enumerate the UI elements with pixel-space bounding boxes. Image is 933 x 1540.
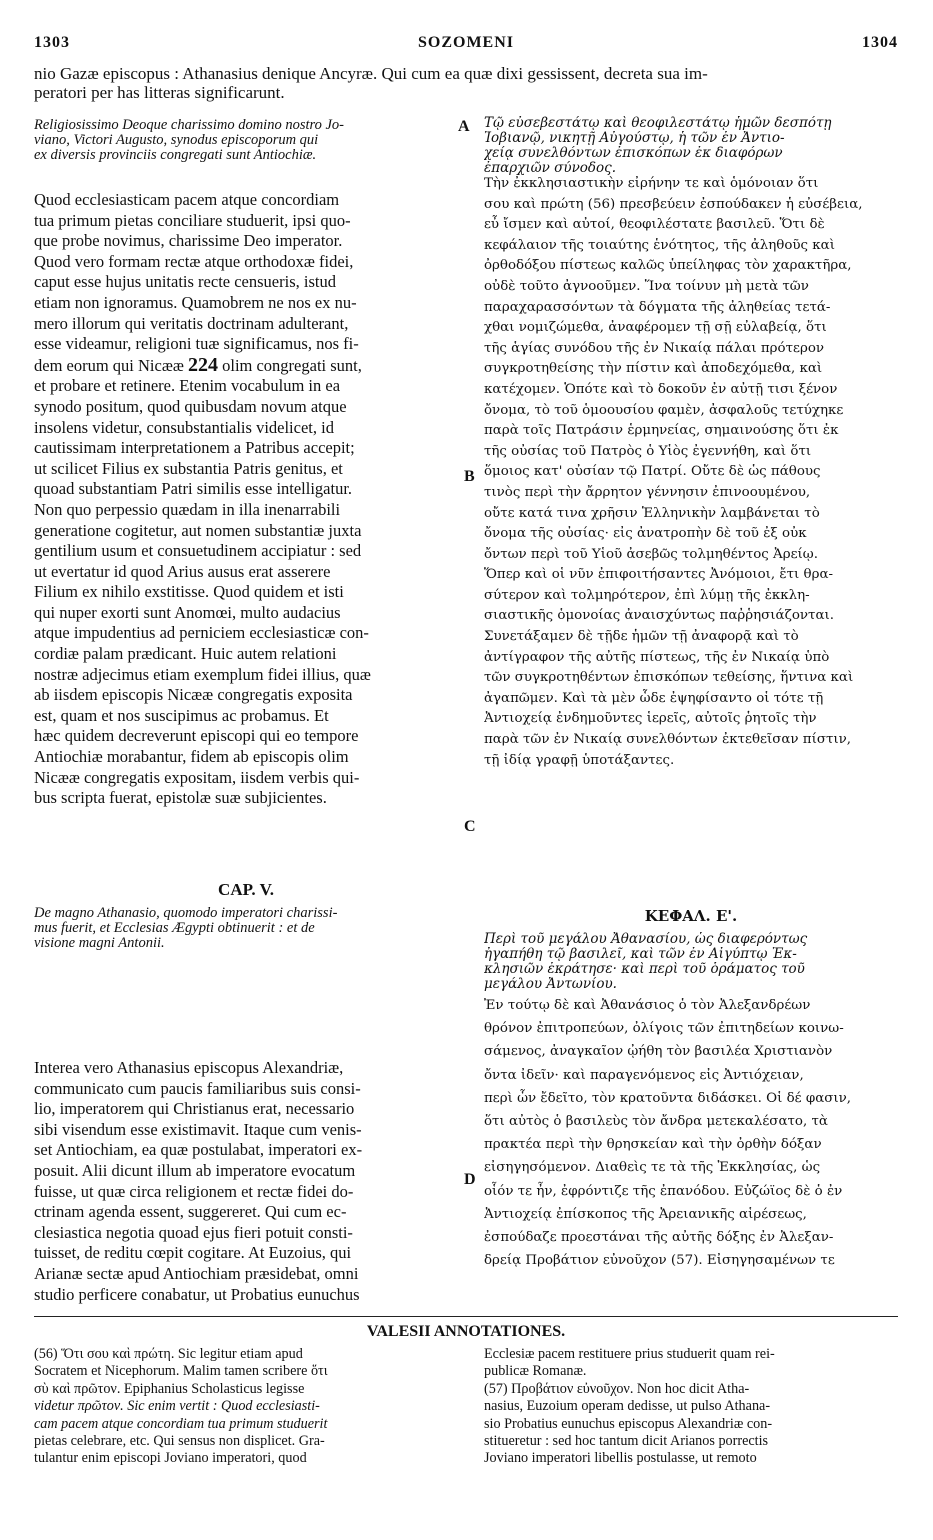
text-line: qui nuper exorti sunt Anomœi, multo audacius <box>34 602 341 622</box>
text-line: nasius, Euzoium operam dedisse, ut pulso Athana- <box>484 1398 771 1415</box>
right-page-number: 1304 <box>862 34 898 51</box>
text-line: Socratem et Nicephorum. Malim tamen scribere ὅτι <box>34 1363 328 1380</box>
text-line: ἀγαπῶμεν. Καὶ τὰ μὲν ὧδε ἐψηφίσαντο οἱ τότε τῇ <box>484 690 824 706</box>
text-line: ὄντα ἰδεῖν· καὶ παραγενόμενος εἰς Ἀντιόχειαν, <box>484 1067 804 1083</box>
text-line: nostræ adjecimus etiam exemplum fidei illius, quæ <box>34 664 371 684</box>
text-line: σὺ καὶ πρῶτον. Epiphanius Scholasticus legisse <box>34 1380 305 1397</box>
text-line: studio perficere conabatur, ut Probatius eunuchus <box>34 1284 360 1304</box>
text-line: τινὸς περὶ τὴν ἄρρητον γέννησιν ἐπινοουμένου, <box>484 484 811 500</box>
text-line: συγκροτηθείσης τὴν πίστιν καὶ ἀποδεχόμεθα, καὶ <box>484 361 823 377</box>
text-line: (56) Ὅτι σου καὶ πρώτη. Sic legitur etiam apud <box>34 1346 303 1362</box>
text-line: Ὅπερ καὶ οἱ νῦν ἐπιφοιτήσαντες Ἀνόμοιοι, ἔτι θρα- <box>484 567 834 583</box>
text-line: εὖ ἴσμεν καὶ αὐτοί, θεοφιλέστατε βασιλεῦ. Ὅτι δὲ <box>484 217 825 233</box>
text-line: publicæ Romanæ. <box>484 1363 587 1380</box>
text-line: παραχαρασσόντων τὰ δόγματα τῆς ἀληθείας τετά- <box>484 299 831 315</box>
page-header <box>34 34 898 56</box>
text-line: πρακτέα περὶ τὴν θρησκείαν καὶ τὴν ὀρθὴν δόξαν <box>484 1137 822 1153</box>
text-line: χθαι νομιζώμεθα, ἀναφέρομεν τῇ σῇ εὐλαβείᾳ, ὅτι <box>484 320 827 336</box>
annotation-left <box>34 1346 458 1468</box>
text-line: visione magni Antonii. <box>34 936 165 951</box>
text-line: Ecclesiæ pacem restituere prius studuerit quam rei- <box>484 1346 775 1362</box>
text-line: cam pacem atque concordiam tua primum studuerit <box>34 1415 328 1432</box>
text-line: κεφάλαιον τῆς τοιαύτης ἑνότητος, τῆς ἀληθοῦς καὶ <box>484 237 835 253</box>
text-line: δρείᾳ Προβάτιον εὐνοῦχον (57). Εἰσηγησαμένων τε <box>484 1253 835 1269</box>
text-line: Ἐν τούτῳ δὲ καὶ Ἀθανάσιος ὁ τὸν Ἀλεξανδρέων <box>484 998 811 1013</box>
text-line: εἰσηγησόμενον. Διαθεὶς τε τὰ τῆς Ἐκκλησίας, ὡς <box>484 1160 821 1176</box>
latin-chapter-title <box>34 906 458 951</box>
text-line: set Antiochiam, ea quæ postulabat, imperatori ex- <box>34 1140 363 1160</box>
greek-epistle-title <box>484 116 898 176</box>
text-line: Quod ecclesiasticam pacem atque concordiam <box>34 190 340 209</box>
text-line: fuisse, ut quæ circa religionem et rectæ fidei do- <box>34 1181 354 1201</box>
column-marker-number: 224 <box>187 354 218 376</box>
margin-letter-a: A <box>458 118 470 135</box>
latin-epistle-title <box>34 118 458 163</box>
text-line: videtur πρῶτον. Sic enim vertit : Quod ecclesiasti- <box>34 1398 320 1415</box>
text-line: bus scripta fuerat, epistolæ suæ subjicientes. <box>34 788 327 808</box>
text-fragment: dem eorum qui Nicææ <box>34 355 184 375</box>
text-line: ἀντίγραφον τῆς αὐτῆς πίστεως, τῆς ἐν Νικαίᾳ ὑπὸ <box>484 649 830 665</box>
text-line: esse videamur, religioni tuæ significamus, nos fi- <box>34 334 359 354</box>
text-line: μεγάλου Ἀντωνίου. <box>484 977 617 992</box>
margin-letter-c: C <box>464 818 476 835</box>
text-line: sio Probatius eunuchus episcopus Alexandriæ con- <box>484 1415 773 1432</box>
greek-chapter-heading: ΚΕΦΑΛ. Ε'. <box>644 907 738 925</box>
text-line: ab iisdem episcopis Nicææ congregatis exposita <box>34 685 353 705</box>
text-line: generatione cogitetur, aut nomen substantiæ juxta <box>34 520 362 540</box>
intro-line: peratori per has litteras significarunt. <box>34 83 285 102</box>
text-line: insolens videtur, consubstantialis videlicet, id <box>34 417 334 437</box>
text-line: tua primum pietas conciliare studuerit, ipsi quo- <box>34 210 351 230</box>
text-line: χείᾳ συνελθόντων ἐπισκόπων ἐκ διαφόρων <box>484 146 783 161</box>
text-line: ἠγαπήθη τῷ βασιλεῖ, καὶ τῶν ἐν Αἰγύπτῳ Ἐκ- <box>484 947 797 962</box>
text-line: σάμενος, ἀναγκαῖον ᾠήθη τὸν βασιλέα Χριστιανὸν <box>484 1044 833 1060</box>
text-line: Joviano imperatori libellis postulasse, ut remoto <box>484 1450 757 1467</box>
text-line: (57) Προβάτιον εὐνοῦχον. Non hoc dicit Atha- <box>484 1380 750 1397</box>
text-line: τῇ ἰδίᾳ γραφῇ ὑποτάξαντες. <box>484 752 675 768</box>
text-line: Ἀντιοχείᾳ ἐπίσκοπος τῆς Ἀρειανικῆς αἱρέσεως, <box>484 1206 807 1222</box>
text-line: sibi visendum esse existimavit. Itaque cum venis- <box>34 1119 362 1139</box>
annotations-heading: VALESII ANNOTATIONES. <box>366 1323 566 1340</box>
text-line: Τὴν ἐκκλησιαστικὴν εἰρήνην τε καὶ ὁμόνοιαν ὅτι <box>484 176 819 191</box>
text-line: quoad substantiam Patri similis esse intelligatur. <box>34 479 353 499</box>
text-line: communicato cum paucis familiaribus suis consi- <box>34 1078 361 1098</box>
left-page-number: 1303 <box>34 34 70 51</box>
text-line: Ἰοβιανῷ, νικητῇ Αὐγούστῳ, ἡ τῶν ἐν Ἀντιο- <box>484 131 785 146</box>
text-line: παρὰ τῶν ἐν Νικαίᾳ συνελθόντων ἐκτεθεῖσαν πίστιν, <box>484 732 852 748</box>
text-line: Non quo perpessio quædam in illa inenarrabili <box>34 499 341 519</box>
text-line-224 <box>34 355 458 377</box>
text-line: Interea vero Athanasius episcopus Alexandriæ, <box>34 1058 344 1077</box>
text-line: ὅτι αὐτὸς ὁ βασιλεὺς τὸν ἄνδρα μετεκαλέσατο, τὰ <box>484 1114 828 1130</box>
text-line: viano, Victori Augusto, synodus episcoporum qui <box>34 133 319 148</box>
text-line: ut scilicet Filius ex substantia Patris genitus, et <box>34 458 343 478</box>
text-line: clesiastica negotia quoad ejus fieri potuit consti- <box>34 1222 353 1242</box>
intro-line: nio Gazæ episcopus : Athanasius denique Ancyræ. Qui cum ea quæ dixi gessissent, decreta sua im- <box>34 64 708 83</box>
greek-chapter-title <box>484 932 898 992</box>
text-line: atque impudentius ad perniciem ecclesiasticæ con- <box>34 623 369 643</box>
text-line: est, quam et nos suscipimus ac probamus. Et <box>34 705 329 725</box>
text-line: ἐπαρχιῶν σύνοδος. <box>484 161 617 176</box>
margin-letter-d: D <box>464 1171 476 1188</box>
text-line: synodo positum, quod quibusdam novum atque <box>34 396 347 416</box>
text-line: τῆς οὐσίας τοῦ Πατρὸς ὁ Υἱὸς ἐγεννήθη, καὶ ὅτι <box>484 443 812 459</box>
text-line: Arianæ sectæ apud Antiochiam præsidebat, omni <box>34 1263 359 1283</box>
text-line: Quod vero formam rectæ atque orthodoxæ fidei, <box>34 251 354 271</box>
text-line: gentilium usum et consuetudinem accipiatur : sed <box>34 541 362 561</box>
text-line: mus fuerit, et Ecclesias Ægypti obtinuerit : et de <box>34 921 315 936</box>
running-title: SOZOMENI <box>417 34 514 51</box>
text-line: tulantur enim episcopi Joviano imperatori, quod <box>34 1450 307 1467</box>
text-line: κατέχομεν. Ὁπότε καὶ τὸ δοκοῦν ἐν αὐτῇ τισι ξένον <box>484 381 838 397</box>
text-line: κλησιῶν ἐκράτησε· καὶ περὶ τοῦ ὁράματος τοῦ <box>484 962 805 977</box>
text-fragment: olim congregati sunt, <box>222 355 362 375</box>
text-line: ctrinam agenda essent, suggereret. Qui cum ec- <box>34 1202 347 1222</box>
text-line: Περὶ τοῦ μεγάλου Ἀθανασίου, ὡς διαφερόντως <box>484 932 808 947</box>
latin-body-1 <box>34 190 458 809</box>
text-line: οὐδὲ τοῦτο ἀγνοοῦμεν. Ἵνα τοίνυν μὴ μετὰ τῶν <box>484 278 809 294</box>
text-line: pietas celebrare, etc. Qui sensus non displicet. Gra- <box>34 1433 325 1450</box>
text-line: ὅμοιος κατ' οὐσίαν τῷ Πατρί. Οὔτε δὲ ὡς πάθους <box>484 464 821 480</box>
text-line: caput esse hujus unitatis recte censueris, istud <box>34 272 336 292</box>
text-line: Religiosissimo Deoque charissimo domino nostro Jo- <box>34 118 344 133</box>
text-line: cordiæ palam prædicant. Huic autem relationi <box>34 644 337 664</box>
text-line: posuit. Alii dicunt illum ab imperatore evocatum <box>34 1160 356 1180</box>
text-line: σύτερον καὶ τολμηρότερον, ἐπὶ λύμῃ τῆς ἐκκλη- <box>484 587 810 603</box>
annotation-right <box>484 1346 898 1468</box>
text-line: ex diversis provinciis congregati sunt Antiochiæ. <box>34 148 317 163</box>
text-line: τῆς ἁγίας συνόδου τῆς ἐν Νικαίᾳ πάλαι πρότερον <box>484 340 825 356</box>
latin-body-3 <box>34 1058 458 1305</box>
text-line: que probe novimus, charissime Deo imperator. <box>34 231 343 251</box>
text-line: hæc quidem decreverunt episcopi qui eo tempore <box>34 726 359 746</box>
greek-body-2 <box>484 994 898 1272</box>
latin-chapter-heading: CAP. V. <box>218 880 274 899</box>
text-line: περὶ ὧν ἔδεῖτο, τὸν κρατοῦντα διδάσκει. Οἱ δέ φασιν, <box>484 1090 852 1106</box>
text-line: ὄντων περὶ τοῦ Υἱοῦ ἀσεβῶς τολμηθέντος Ἀρείῳ. <box>484 546 818 562</box>
text-line: σου καὶ πρώτη (56) πρεσβεύειν ἐσπούδακεν ἡ εὐσέβεια, <box>484 196 863 212</box>
intro-text <box>34 64 896 102</box>
text-line: Τῷ εὐσεβεστάτῳ καὶ θεοφιλεστάτῳ ἡμῶν δεσπότῃ <box>484 116 832 131</box>
text-line: ὄνομα τῆς οὐσίας· εἰς ἀνατροπὴν δὲ τοῦ ἐξ οὐκ <box>484 526 807 542</box>
text-line: De magno Athanasio, quomodo imperatori charissi- <box>34 906 338 921</box>
margin-letter-b: B <box>464 468 475 485</box>
text-line: Συνετάξαμεν δὲ τῇδε ἡμῶν τῇ ἀναφορᾷ καὶ τὸ <box>484 629 799 645</box>
greek-body-1 <box>484 174 898 771</box>
text-line: etiam non ignoramus. Quamobrem ne nos ex nu- <box>34 292 357 312</box>
text-line: tuisset, de reditu cœpit cogitare. At Euzoius, qui <box>34 1243 352 1263</box>
text-line: οἷόν τε ἦν, ἐφρόντιζε τῆς ἐπανόδου. Εὐζώϊος δὲ ὁ ἐν <box>484 1183 843 1199</box>
text-line: stitueretur : sed hoc tantum dicit Arianos porrectis <box>484 1433 769 1450</box>
text-line: cautissimam interpretationem a Patribus accepit; <box>34 438 355 458</box>
text-line: ὄνομα, τὸ τοῦ ὁμοουσίου φαμὲν, ἀσφαλοῦς τετύχηκε <box>484 402 844 418</box>
text-line: Antiochiæ morabantur, fidem ab episcopis olim <box>34 747 349 767</box>
text-line: θρόνον ἐπιτροπεύων, ὀλίγοις τῶν ἐπιτηδείων κοινω- <box>484 1021 844 1037</box>
text-line: Nicææ congregatis expositam, iisdem verbis qui- <box>34 767 360 787</box>
text-line: ut evertatur id quod Arius ausus erat asserere <box>34 561 331 581</box>
text-line: παρὰ τοῖς Πατράσιν ἑρμηνείας, σημαινούσης ὅτι ἐκ <box>484 423 839 439</box>
annotations-divider <box>34 1316 898 1317</box>
text-line: Filium ex nihilo exstitisse. Quod quidem et isti <box>34 582 344 602</box>
text-line: Ἀντιοχείᾳ ἐνδημοῦντες ἱερεῖς, αὐτοῖς ῥητοῖς τὴν <box>484 711 817 727</box>
text-line: σιαστικῆς ὁμονοίας ἀναισχύντως παῤῥησιάζονται. <box>484 608 835 624</box>
text-line: οὔτε κατά τινα χρῆσιν Ἑλληνικὴν λαμβάνεται τὸ <box>484 505 820 521</box>
text-line: mero illorum qui veritatis doctrinam adulterant, <box>34 313 349 333</box>
text-line: τῶν συγκροτηθέντων ἐπισκόπων τεθείσης, ἥντινα καὶ <box>484 670 854 686</box>
text-line: ὀρθοδόξου πίστεως καλῶς ὑπείληφας τὸν χαρακτῆρα, <box>484 258 852 274</box>
text-line: et probare et retinere. Etenim vocabulum in ea <box>34 376 341 396</box>
text-line: ἐσπούδαζε προεστάναι τῆς αὐτῆς δόξης ἐν Ἀλεξαν- <box>484 1230 834 1246</box>
text-line: lio, imperatorem qui Christianus erat, necessario <box>34 1099 355 1119</box>
